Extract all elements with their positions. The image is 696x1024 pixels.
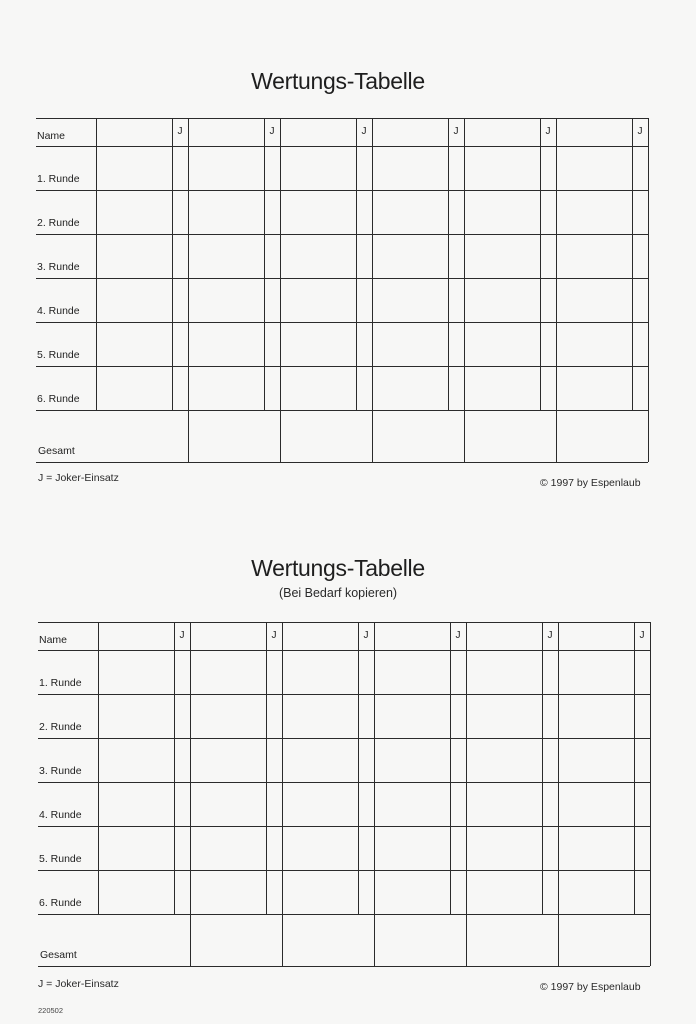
round-label: 2. Runde [37,217,80,229]
score-cell[interactable] [189,235,264,278]
grid-line [36,462,648,463]
joker-cell[interactable] [265,367,280,410]
player-name-cell[interactable] [283,623,358,650]
round-label: 4. Runde [37,305,80,317]
sheet-title: Wertungs-Tabelle [251,68,425,94]
joker-cell[interactable] [541,367,556,410]
sheet-subtitle: (Bei Bedarf kopieren) [278,586,398,600]
score-cell[interactable] [191,739,266,782]
joker-cell[interactable] [173,235,188,278]
score-cell[interactable] [465,147,540,190]
joker-cell[interactable] [541,235,556,278]
score-cell[interactable] [373,323,448,366]
joker-cell[interactable] [359,739,374,782]
round-label: 3. Runde [37,261,80,273]
joker-cell[interactable] [541,147,556,190]
score-cell[interactable] [465,235,540,278]
joker-cell[interactable] [267,739,282,782]
joker-cell[interactable] [635,827,650,870]
score-cell[interactable] [99,871,174,914]
score-cell[interactable] [189,279,264,322]
score-cell[interactable] [281,279,356,322]
joker-cell[interactable] [635,695,650,738]
round-label: 6. Runde [39,897,82,909]
joker-cell[interactable] [265,323,280,366]
joker-cell[interactable] [543,651,558,694]
score-cell[interactable] [97,367,172,410]
score-cell[interactable] [99,695,174,738]
total-cell[interactable] [191,915,282,966]
joker-cell[interactable] [267,827,282,870]
player-name-cell[interactable] [375,623,450,650]
player-name-cell[interactable] [99,623,174,650]
document-code: 220502 [38,1006,64,1015]
joker-legend: J = Joker-Einsatz [38,472,119,484]
joker-cell[interactable] [543,695,558,738]
score-cell[interactable] [283,827,358,870]
round-label: 5. Runde [37,349,80,361]
joker-cell[interactable] [449,235,464,278]
joker-cell[interactable] [173,191,188,234]
joker-column-mark: J [361,126,367,137]
round-label: 2. Runde [39,721,82,733]
player-name-cell[interactable] [557,119,632,146]
joker-column-mark: J [363,630,369,641]
joker-cell[interactable] [633,367,648,410]
joker-cell[interactable] [635,871,650,914]
joker-cell[interactable] [541,323,556,366]
score-cell[interactable] [281,323,356,366]
score-cell[interactable] [281,147,356,190]
joker-cell[interactable] [543,871,558,914]
joker-column-mark: J [269,126,275,137]
score-cell[interactable] [191,827,266,870]
total-label: Gesamt [40,949,77,961]
grid-line [38,966,650,967]
joker-cell[interactable] [451,739,466,782]
joker-cell[interactable] [357,323,372,366]
joker-column-mark: J [545,126,551,137]
round-label: 1. Runde [37,173,80,185]
total-cell[interactable] [97,411,188,462]
joker-cell[interactable] [265,279,280,322]
score-cell[interactable] [281,191,356,234]
joker-cell[interactable] [449,147,464,190]
score-cell[interactable] [99,827,174,870]
joker-cell[interactable] [359,783,374,826]
round-label: 5. Runde [39,853,82,865]
player-name-cell[interactable] [465,119,540,146]
joker-cell[interactable] [449,279,464,322]
joker-cell[interactable] [359,827,374,870]
joker-cell[interactable] [451,871,466,914]
joker-cell[interactable] [633,147,648,190]
joker-column-mark: J [639,630,645,641]
score-cell[interactable] [559,783,634,826]
total-cell[interactable] [375,915,466,966]
score-cell[interactable] [375,651,450,694]
player-name-cell[interactable] [97,119,172,146]
joker-column-mark: J [637,126,643,137]
joker-cell[interactable] [173,367,188,410]
joker-cell[interactable] [635,651,650,694]
name-header-label: Name [39,634,68,646]
joker-column-mark: J [453,126,459,137]
score-cell[interactable] [191,871,266,914]
score-cell[interactable] [559,739,634,782]
joker-cell[interactable] [173,323,188,366]
total-cell[interactable] [189,411,280,462]
joker-cell[interactable] [543,827,558,870]
score-cell[interactable] [557,235,632,278]
joker-cell[interactable] [359,695,374,738]
joker-cell[interactable] [267,651,282,694]
joker-cell[interactable] [265,235,280,278]
joker-cell[interactable] [173,147,188,190]
score-cell[interactable] [465,367,540,410]
score-cell[interactable] [373,279,448,322]
score-table [36,118,649,463]
joker-column-mark: J [547,630,553,641]
total-cell[interactable] [281,411,372,462]
total-label: Gesamt [38,445,75,457]
score-cell[interactable] [467,783,542,826]
joker-cell[interactable] [449,367,464,410]
joker-column-mark: J [179,630,185,641]
score-cell[interactable] [283,783,358,826]
joker-cell[interactable] [175,871,190,914]
score-cell[interactable] [559,827,634,870]
joker-cell[interactable] [635,739,650,782]
total-cell[interactable] [373,411,464,462]
grid-line [650,622,651,966]
score-cell[interactable] [281,367,356,410]
total-cell[interactable] [99,915,190,966]
score-cell[interactable] [99,783,174,826]
joker-cell[interactable] [543,739,558,782]
joker-cell[interactable] [633,235,648,278]
player-name-cell[interactable] [191,623,266,650]
score-cell[interactable] [97,235,172,278]
joker-column-mark: J [455,630,461,641]
score-cell[interactable] [283,695,358,738]
joker-cell[interactable] [357,235,372,278]
score-cell[interactable] [557,323,632,366]
joker-cell[interactable] [633,279,648,322]
score-cell[interactable] [467,651,542,694]
score-cell[interactable] [281,235,356,278]
score-cell[interactable] [191,651,266,694]
score-cell[interactable] [373,367,448,410]
joker-cell[interactable] [357,367,372,410]
score-cell[interactable] [375,739,450,782]
score-cell[interactable] [467,871,542,914]
score-cell[interactable] [557,367,632,410]
score-cell[interactable] [559,871,634,914]
joker-cell[interactable] [359,651,374,694]
round-label: 3. Runde [39,765,82,777]
score-cell[interactable] [283,651,358,694]
joker-cell[interactable] [175,651,190,694]
player-name-cell[interactable] [189,119,264,146]
joker-cell[interactable] [265,191,280,234]
joker-cell[interactable] [175,827,190,870]
score-cell[interactable] [189,323,264,366]
joker-cell[interactable] [267,783,282,826]
score-cell[interactable] [557,191,632,234]
player-name-cell[interactable] [467,623,542,650]
score-cell[interactable] [557,279,632,322]
score-cell[interactable] [191,695,266,738]
score-cell[interactable] [375,827,450,870]
joker-cell[interactable] [175,739,190,782]
joker-column-mark: J [271,630,277,641]
joker-cell[interactable] [359,871,374,914]
score-cell[interactable] [99,739,174,782]
score-cell[interactable] [467,827,542,870]
score-cell[interactable] [465,191,540,234]
score-cell[interactable] [191,783,266,826]
score-cell[interactable] [97,323,172,366]
joker-cell[interactable] [357,191,372,234]
joker-column-mark: J [177,126,183,137]
total-cell[interactable] [467,915,558,966]
score-cell[interactable] [559,651,634,694]
joker-cell[interactable] [175,783,190,826]
score-table [38,622,651,967]
score-cell[interactable] [189,191,264,234]
copyright-notice: © 1997 by Espenlaub [540,981,641,993]
joker-cell[interactable] [357,279,372,322]
joker-cell[interactable] [633,323,648,366]
score-cell[interactable] [97,191,172,234]
joker-cell[interactable] [357,147,372,190]
joker-cell[interactable] [265,147,280,190]
score-cell[interactable] [97,147,172,190]
score-cell[interactable] [375,783,450,826]
score-cell[interactable] [375,871,450,914]
name-header-label: Name [37,130,66,142]
score-cell[interactable] [559,695,634,738]
total-cell[interactable] [559,915,650,966]
score-cell[interactable] [467,739,542,782]
score-cell[interactable] [283,739,358,782]
joker-cell[interactable] [267,871,282,914]
grid-line [648,118,649,462]
joker-cell[interactable] [541,191,556,234]
score-cell[interactable] [189,147,264,190]
joker-cell[interactable] [173,279,188,322]
round-label: 1. Runde [39,677,82,689]
joker-cell[interactable] [451,827,466,870]
joker-cell[interactable] [175,695,190,738]
player-name-cell[interactable] [373,119,448,146]
joker-cell[interactable] [449,191,464,234]
score-cell[interactable] [373,147,448,190]
score-cell[interactable] [99,651,174,694]
joker-legend: J = Joker-Einsatz [38,978,119,990]
score-cell[interactable] [97,279,172,322]
score-cell[interactable] [283,871,358,914]
player-name-cell[interactable] [559,623,634,650]
sheet-title: Wertungs-Tabelle [251,555,425,581]
round-label: 6. Runde [37,393,80,405]
joker-cell[interactable] [451,783,466,826]
score-cell[interactable] [467,695,542,738]
joker-cell[interactable] [635,783,650,826]
joker-cell[interactable] [451,651,466,694]
score-cell[interactable] [465,279,540,322]
score-cell[interactable] [557,147,632,190]
player-name-cell[interactable] [281,119,356,146]
total-cell[interactable] [283,915,374,966]
round-label: 4. Runde [39,809,82,821]
joker-cell[interactable] [543,783,558,826]
total-cell[interactable] [557,411,648,462]
copyright-notice: © 1997 by Espenlaub [540,477,641,489]
joker-cell[interactable] [633,191,648,234]
score-cell[interactable] [375,695,450,738]
total-cell[interactable] [465,411,556,462]
score-cell[interactable] [373,191,448,234]
score-cell[interactable] [373,235,448,278]
joker-cell[interactable] [267,695,282,738]
joker-cell[interactable] [449,323,464,366]
score-cell[interactable] [189,367,264,410]
joker-cell[interactable] [451,695,466,738]
score-cell[interactable] [465,323,540,366]
joker-cell[interactable] [541,279,556,322]
